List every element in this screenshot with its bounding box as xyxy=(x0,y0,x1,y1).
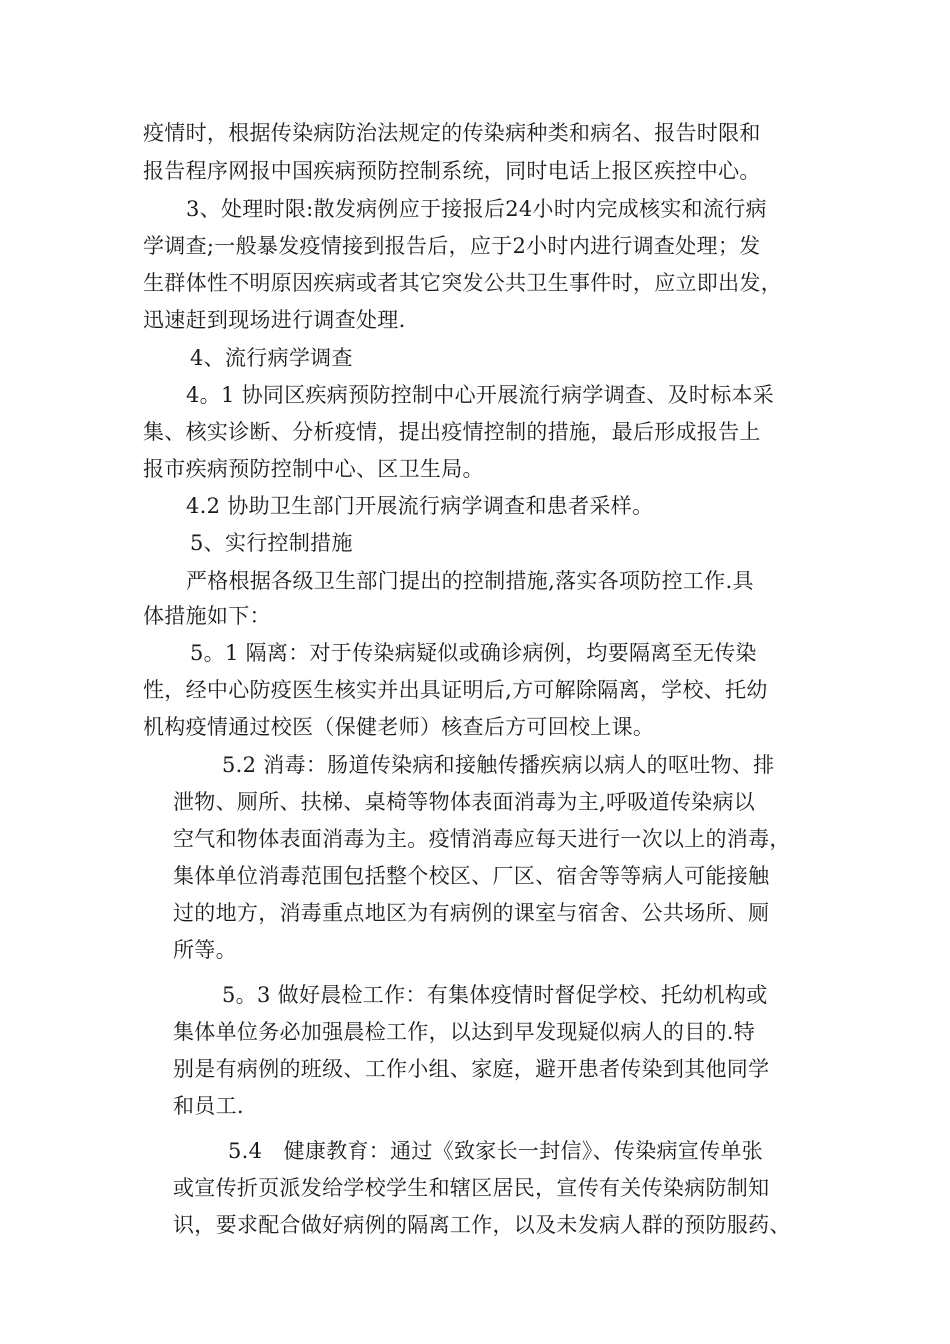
text-line: 报市疾病预防控制中心、区卫生局。 xyxy=(143,457,484,481)
text-line: 4。1 协同区疾病预防控制中心开展流行病学调查、及时标本采 xyxy=(186,383,775,407)
text-line: 体措施如下： xyxy=(143,604,271,628)
text-line: 集体单位务必加强晨检工作，以达到早发现疑似病人的目的.特 xyxy=(173,1020,756,1044)
section-heading: 4、流行病学调查 xyxy=(190,346,353,370)
text-line: 5.4 健康教育：通过《致家长一封信》、传染病宣传单张 xyxy=(228,1139,763,1163)
text-line: 生群体性不明原因疾病或者其它突发公共卫生事件时，应立即出发， xyxy=(143,271,782,295)
text-line: 4.2 协助卫生部门开展流行病学调查和患者采样。 xyxy=(186,494,654,518)
text-line: 集、核实诊断、分析疫情，提出疫情控制的措施，最后形成报告上 xyxy=(143,420,761,444)
text-line: 严格根据各级卫生部门提出的控制措施,落实各项防控工作.具 xyxy=(186,569,754,593)
section-heading: 5、实行控制措施 xyxy=(190,531,353,555)
text-line: 机构疫情通过校医（保健老师）核查后方可回校上课。 xyxy=(143,715,655,739)
text-line: 泄物、厕所、扶梯、桌椅等物体表面消毒为主,呼吸道传染病以 xyxy=(173,790,756,814)
text-line: 和员工. xyxy=(173,1094,244,1118)
text-line: 识，要求配合做好病例的隔离工作，以及未发病人群的预防服药、 xyxy=(173,1213,791,1237)
text-line: 别是有病例的班级、工作小组、家庭，避开患者传染到其他同学 xyxy=(173,1057,770,1081)
text-line: 5。1 隔离：对于传染病疑似或确诊病例，均要隔离至无传染 xyxy=(190,641,757,665)
text-line: 5。3 做好晨检工作：有集体疫情时督促学校、托幼机构或 xyxy=(222,983,768,1007)
text-line: 报告程序网报中国疾病预防控制系统，同时电话上报区疾控中心。 xyxy=(143,159,761,183)
text-line: 过的地方，消毒重点地区为有病例的课室与宿舍、公共场所、厕 xyxy=(173,901,770,925)
text-line: 学调查;一般暴发疫情接到报告后，应于2小时内进行调查处理；发 xyxy=(143,234,761,258)
text-line: 集体单位消毒范围包括整个校区、厂区、宿舍等等病人可能接触 xyxy=(173,864,770,888)
text-line: 性，经中心防疫医生核实并出具证明后,方可解除隔离，学校、托幼 xyxy=(143,678,768,702)
text-line: 迅速赶到现场进行调查处理. xyxy=(143,308,406,332)
text-line: 3、处理时限:散发病例应于接报后24小时内完成核实和流行病 xyxy=(186,197,767,221)
text-line: 5.2 消毒：肠道传染病和接触传播疾病以病人的呕吐物、排 xyxy=(222,753,775,777)
text-line: 或宣传折页派发给学校学生和辖区居民，宣传有关传染病防制知 xyxy=(173,1176,770,1200)
text-line: 疫情时，根据传染病防治法规定的传染病种类和病名、报告时限和 xyxy=(143,121,761,145)
text-line: 空气和物体表面消毒为主。疫情消毒应每天进行一次以上的消毒， xyxy=(173,827,791,851)
text-line: 所等。 xyxy=(173,938,237,962)
